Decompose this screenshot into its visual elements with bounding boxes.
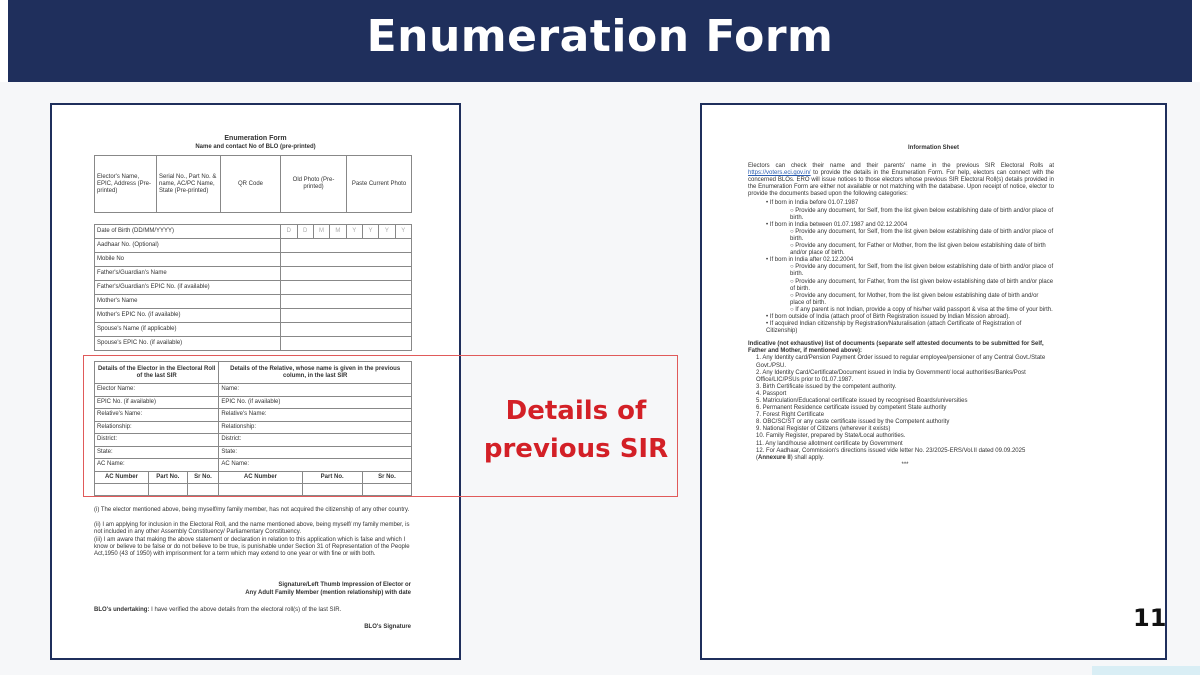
field-row: Father's/Guardian's Name (95, 267, 281, 281)
page-number: 11 (1133, 604, 1167, 632)
sub-bullet-text: Provide any document, for Self, from the list given below establishing date of birth and/or place of birth. (790, 264, 1054, 278)
form-subtitle: Name and contact No of BLO (pre-printed) (195, 144, 316, 150)
header-cell-current-photo: Paste Current Photo (347, 156, 412, 213)
bullet-acquired-citizenship: • If acquired Indian citizenship by Registration/Naturalisation (attach Certificate of Registration of Citizenship) (766, 321, 1022, 335)
document-item: 4. Passport (756, 390, 787, 397)
dob-box: D (281, 225, 297, 239)
bullet-born-before-1987: • If born in India before 01.07.1987 (766, 200, 859, 207)
corner-accent (1092, 666, 1200, 675)
sir-col-part-no: Part No. (148, 471, 187, 484)
sub-bullet: ○ If any parent is not Indian, provide a copy of his/her valid passport & visa at the time of your birth. (790, 306, 1053, 313)
sir-col-ac-number: AC Number (219, 471, 302, 484)
sub-bullet: ○ Provide any document, for Father or Mother, from the list given below establishing date of birth and/or place of birth. (790, 243, 1046, 257)
sir-col-sr-no: Sr No. (362, 471, 411, 484)
declaration-ii: (ii) I am applying for inclusion in the Electoral Roll, and the name mentioned above, being myself/ my family member, is not included in any other Assembly Constituency/ Parliamentary Constituency. (94, 522, 410, 535)
sir-relative-row: Relationship: (219, 421, 412, 434)
field-row: Spouse's Name (if applicable) (95, 323, 281, 337)
document-item: 3. Birth Certificate issued by the competent authority. (756, 383, 897, 390)
document-item: 2. Any Identity Card/Certificate/Document issued in India by Government/ local authorities/Banks/Post Office/LIC/PSUs prior to 01.07.1987. (756, 369, 1026, 383)
document-item (756, 448, 1054, 462)
field-row: Aadhaar No. (Optional) (95, 239, 281, 253)
personal-details-table (94, 224, 412, 351)
bullet-text: If born in India after 02.12.2004 (769, 257, 854, 264)
info-body (748, 163, 1054, 469)
dob-box: M (330, 225, 346, 239)
sir-elector-row: AC Name: (95, 459, 219, 472)
sir-relative-row: District: (219, 434, 412, 447)
slide-title: Enumeration Form (366, 11, 834, 62)
info-intro (748, 163, 1054, 198)
bullet-born-outside-india: • If born outside of India (attach proof of Birth Registration issued by Indian Mission abroad). (766, 313, 1010, 320)
bullet-text: If acquired Indian citizenship by Registration/Naturalisation (attach Certificate of Registration of Citizenship) (766, 321, 1022, 335)
sir-relative-header: Details of the Relative, whose name is given in the previous column, in the last SIR (219, 362, 412, 384)
declaration-iii: (iii) I am aware that making the above statement or declaration in relation to this application which is false and which I know or believe to be false or do not believe to be true, is punishable under Section 31 of Representation of the People Act,1950 (43 of 1950) with imprisonment for a term which may extend to one year or with fine or with both. (94, 537, 410, 557)
dob-box: Y (379, 225, 395, 239)
title-banner (8, 0, 1192, 82)
sub-bullet-text: Provide any document, for Father or Mother, from the list given below establishing date of birth and/or place of birth. (790, 243, 1046, 257)
document-item: 5. Matriculation/Educational certificate issued by recognised Boards/universities (756, 398, 968, 404)
document-item: 1. Any Identity card/Pension Payment Order issued to regular employee/pensioner of any Central Govt./State Govt./PSU. (756, 355, 1046, 369)
blo-undertaking-label: BLO's undertaking: (94, 607, 150, 613)
header-cell-qr: QR Code (221, 156, 281, 213)
sir-relative-row: Name: (219, 384, 412, 397)
document-item: 8. OBC/SC/ST or any caste certificate issued by the Competent authority (756, 419, 950, 426)
sir-elector-row: Relationship: (95, 421, 219, 434)
document-item: 7. Forest Right Certificate (756, 412, 825, 419)
field-row: Mother's EPIC No. (if available) (95, 309, 281, 323)
callout-line-1: Details of (505, 396, 647, 426)
form-title: Enumeration Form (224, 135, 287, 142)
sir-relative-row: AC Name: (219, 459, 412, 472)
declaration-i: (i) The elector mentioned above, being myself/my family member, has not acquired the citizenship of any other country. (94, 507, 410, 513)
documents-list (748, 355, 1054, 469)
field-row: Mother's Name (95, 295, 281, 309)
bullet-text: If born in India before 01.07.1987 (769, 200, 859, 207)
sir-elector-row: District: (95, 434, 219, 447)
blo-undertaking-text: I have verified the above details from the electoral roll(s) of the last SIR. (151, 607, 342, 613)
sir-relative-row: State: (219, 446, 412, 459)
document-item: 9. National Register of Citizens (wherever it exists) (756, 426, 891, 433)
information-sheet-image (700, 103, 1167, 660)
bullet-born-1987-2004: • If born in India between 01.07.1987 and 02.12.2004 (766, 221, 908, 228)
bullet-text: If born in India between 01.07.1987 and 02.12.2004 (769, 221, 908, 228)
field-row: Mobile No (95, 253, 281, 267)
sub-bullet: ○ Provide any document, for Mother, from the list given below establishing date of birth and/or place of birth. (790, 292, 1039, 306)
bullet-born-after-2004: • If born in India after 02.12.2004 (766, 257, 854, 264)
callout-line-2: previous SIR (483, 434, 669, 464)
signature-line-2: Any Adult Family Member (mention relationship) with date (245, 590, 411, 596)
form-header-table (94, 155, 412, 213)
signature-line-1: Signature/Left Thumb Impression of Elector or (278, 582, 411, 588)
document-item: 10. Family Register, prepared by State/Local authorities. (756, 433, 906, 440)
end-mark: *** (901, 461, 909, 468)
info-title: Information Sheet (907, 145, 959, 151)
field-row: Father's/Guardian's EPIC No. (if available) (95, 281, 281, 295)
document-item-text: ) shall apply. (790, 454, 824, 461)
sir-elector-row: EPIC No. (if available) (95, 396, 219, 409)
header-cell-serial: Serial No., Part No. & name, AC/PC Name, State (Pre-printed) (157, 156, 221, 213)
sir-elector-row: Elector Name: (95, 384, 219, 397)
info-intro-text: to provide the details in the Enumeration Form. For help, electors can connect with the concerned BLOs. ERO will issue notices to those electors whose previous SIR Electoral Roll(s) details provided in the Enumeration Form are either not available or not matching with the database. Upon receipt of notice, elector to provide the documents based upon the following categories: (748, 170, 1054, 198)
header-cell-old-photo: Old Photo (Pre-printed) (281, 156, 347, 213)
document-item: 6. Permanent Residence certificate issued by competent State authority (756, 405, 947, 412)
dob-box: Y (362, 225, 378, 239)
dob-label: Date of Birth (DD/MM/YYYY) (95, 225, 281, 239)
sub-bullet-text: Provide any document, for Self, from the list given below establishing date of birth and/or place of birth. (790, 228, 1054, 242)
header-cell-elector: Elector's Name, EPIC, Address (Pre-printed) (95, 156, 157, 213)
sub-bullet: ○ Provide any document, for Father, from the list given below establishing date of birth and/or place of birth. (790, 278, 1054, 292)
previous-sir-callout (478, 392, 674, 468)
document-item: 11. Any land/house allotment certificate by Government (756, 440, 903, 447)
sub-bullet: ○ Provide any document, for Self, from the list given below establishing date of birth and/or place of birth. (790, 207, 1054, 221)
sir-elector-row: State: (95, 446, 219, 459)
sub-bullet-text: If any parent is not Indian, provide a copy of his/her valid passport & visa at the time of your birth. (795, 306, 1053, 313)
blo-undertaking (94, 607, 341, 614)
dob-box: M (313, 225, 329, 239)
sub-bullet-text: Provide any document, for Self, from the list given below establishing date of birth and/or place of birth. (790, 207, 1054, 221)
sir-relative-row: EPIC No. (if available) (219, 396, 412, 409)
document-item-text: 12. For Aadhaar, Commission's directions issued vide letter No. 23/2025-ERS/Vol.II dated 09.09.2025 ( (756, 447, 1026, 461)
dob-box: Y (346, 225, 362, 239)
sir-col-ac-number: AC Number (95, 471, 149, 484)
sub-bullet: ○ Provide any document, for Self, from the list given below establishing date of birth and/or place of birth. (790, 264, 1054, 278)
blo-signature: BLO's Signature (364, 624, 411, 630)
sub-bullet-text: Provide any document, for Mother, from the list given below establishing date of birth and/or place of birth. (790, 292, 1039, 306)
field-row: Spouse's EPIC No. (if available) (95, 337, 281, 351)
voters-portal-link: https://voters.eci.gov.in/ (748, 170, 811, 177)
dob-box: Y (395, 225, 411, 239)
sub-bullet: ○ Provide any document, for Self, from the list given below establishing date of birth and/or place of birth. (790, 228, 1054, 242)
sir-elector-header: Details of the Elector in the Electoral Roll of the last SIR (95, 362, 219, 384)
sir-col-sr-no: Sr No. (187, 471, 219, 484)
sir-elector-row: Relative's Name: (95, 409, 219, 422)
sir-col-part-no: Part No. (302, 471, 362, 484)
sub-bullet-text: Provide any document, for Father, from the list given below establishing date of birth and/or place of birth. (790, 278, 1054, 292)
sir-relative-row: Relative's Name: (219, 409, 412, 422)
bullet-text: If born outside of India (attach proof of Birth Registration issued by Indian Mission abroad). (769, 313, 1010, 320)
annexure-label: Annexure II (758, 454, 791, 461)
documents-list-heading: Indicative (not exhaustive) list of documents (separate self attested documents to be submitted for Self, Father and Mother, if mentioned above): (748, 341, 1044, 355)
info-intro-text: Electors can check their name and their parents' name in the previous SIR Electoral Rolls at (748, 163, 1054, 169)
dob-box: D (297, 225, 313, 239)
